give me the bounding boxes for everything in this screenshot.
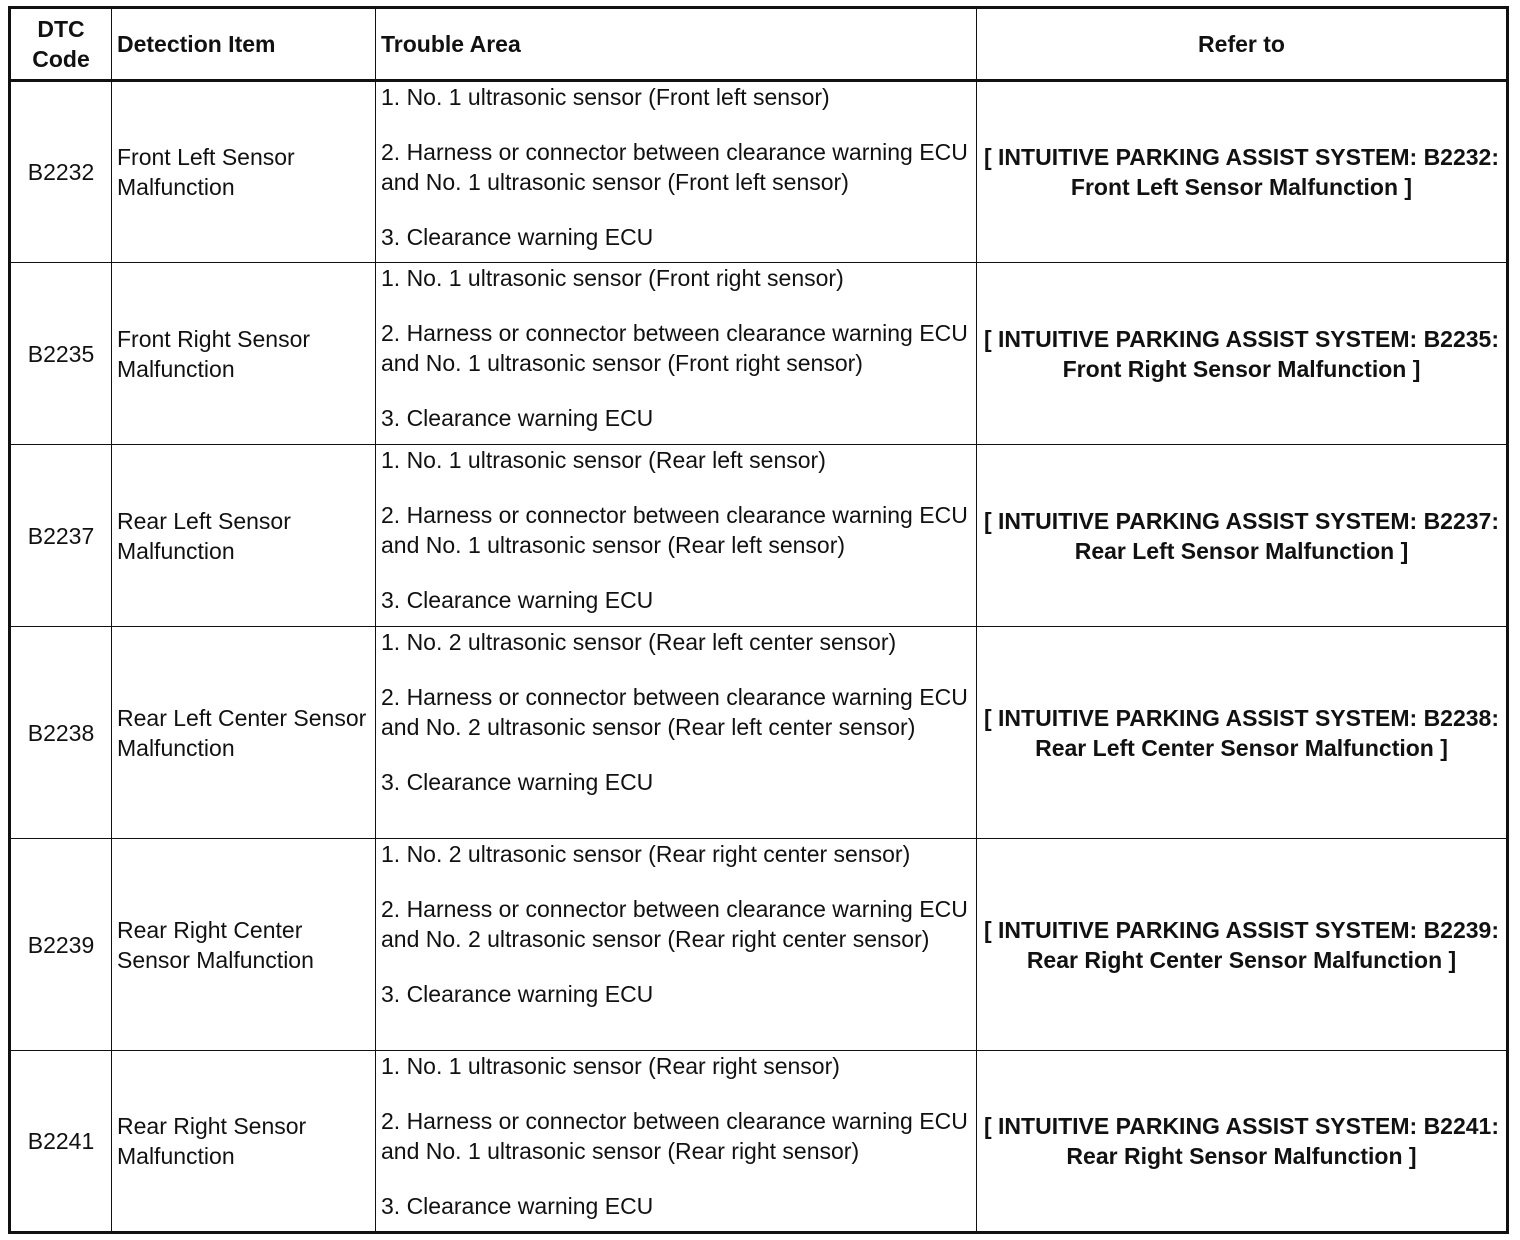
refer-to-link[interactable]: [ INTUITIVE PARKING ASSIST SYSTEM: B2241: Rear Right Sensor Malfunction ]	[977, 1051, 1508, 1233]
table-row	[10, 445, 1508, 627]
trouble-area-line: 2. Harness or connector between clearance warning ECU and No. 1 ultrasonic sensor (Rear left sensor)	[381, 502, 968, 558]
detection-item-cell: Rear Left Center Sensor Malfunction	[112, 627, 376, 839]
trouble-area-line: 2. Harness or connector between clearance warning ECU and No. 1 ultrasonic sensor (Rear right sensor)	[381, 1108, 968, 1164]
table-row	[10, 263, 1508, 445]
trouble-area-line: 2. Harness or connector between clearance warning ECU and No. 2 ultrasonic sensor (Rear left center sensor)	[381, 684, 968, 740]
detection-item-cell: Front Left Sensor Malfunction	[112, 81, 376, 263]
trouble-area-line: 2. Harness or connector between clearance warning ECU and No. 1 ultrasonic sensor (Front right sensor)	[381, 320, 968, 376]
refer-to-link[interactable]: [ INTUITIVE PARKING ASSIST SYSTEM: B2238: Rear Left Center Sensor Malfunction ]	[977, 627, 1508, 839]
trouble-area-line: 1. No. 1 ultrasonic sensor (Front left sensor)	[381, 84, 830, 110]
table-row	[10, 627, 1508, 839]
trouble-area-cell	[376, 839, 977, 1051]
trouble-area-line: 3. Clearance warning ECU	[381, 981, 654, 1007]
dtc-code-cell: B2241	[10, 1051, 112, 1233]
table-row	[10, 81, 1508, 263]
dtc-code-cell: B2238	[10, 627, 112, 839]
trouble-area-line: 2. Harness or connector between clearance warning ECU and No. 1 ultrasonic sensor (Front left sensor)	[381, 139, 968, 195]
header-trouble-area: Trouble Area	[376, 8, 977, 81]
refer-to-link[interactable]: [ INTUITIVE PARKING ASSIST SYSTEM: B2239: Rear Right Center Sensor Malfunction ]	[977, 839, 1508, 1051]
refer-to-link[interactable]: [ INTUITIVE PARKING ASSIST SYSTEM: B2232: Front Left Sensor Malfunction ]	[977, 81, 1508, 263]
dtc-table	[8, 6, 1509, 1234]
trouble-area-line: 3. Clearance warning ECU	[381, 224, 654, 250]
table-header-row	[10, 8, 1508, 81]
refer-to-link[interactable]: [ INTUITIVE PARKING ASSIST SYSTEM: B2235: Front Right Sensor Malfunction ]	[977, 263, 1508, 445]
trouble-area-cell	[376, 81, 977, 263]
dtc-code-cell: B2232	[10, 81, 112, 263]
detection-item-cell: Rear Right Sensor Malfunction	[112, 1051, 376, 1233]
trouble-area-line: 1. No. 2 ultrasonic sensor (Rear right center sensor)	[381, 841, 911, 867]
trouble-area-line: 3. Clearance warning ECU	[381, 1193, 654, 1219]
trouble-area-line: 1. No. 2 ultrasonic sensor (Rear left center sensor)	[381, 629, 897, 655]
trouble-area-cell	[376, 627, 977, 839]
trouble-area-line: 1. No. 1 ultrasonic sensor (Rear right sensor)	[381, 1053, 840, 1079]
detection-item-cell: Front Right Sensor Malfunction	[112, 263, 376, 445]
trouble-area-line: 2. Harness or connector between clearance warning ECU and No. 2 ultrasonic sensor (Rear right center sensor)	[381, 896, 968, 952]
header-detection-item: Detection Item	[112, 8, 376, 81]
trouble-area-line: 1. No. 1 ultrasonic sensor (Front right sensor)	[381, 265, 844, 291]
header-refer-to: Refer to	[977, 8, 1508, 81]
dtc-code-cell: B2235	[10, 263, 112, 445]
trouble-area-line: 3. Clearance warning ECU	[381, 769, 654, 795]
dtc-code-cell: B2237	[10, 445, 112, 627]
detection-item-cell: Rear Left Sensor Malfunction	[112, 445, 376, 627]
trouble-area-line: 1. No. 1 ultrasonic sensor (Rear left sensor)	[381, 447, 826, 473]
dtc-table-container	[8, 6, 1509, 1234]
header-dtc-code: DTC Code	[10, 8, 112, 81]
trouble-area-cell	[376, 445, 977, 627]
detection-item-cell: Rear Right Center Sensor Malfunction	[112, 839, 376, 1051]
trouble-area-cell	[376, 1051, 977, 1233]
dtc-code-cell: B2239	[10, 839, 112, 1051]
trouble-area-cell	[376, 263, 977, 445]
table-row	[10, 839, 1508, 1051]
trouble-area-line: 3. Clearance warning ECU	[381, 405, 654, 431]
trouble-area-line: 3. Clearance warning ECU	[381, 587, 654, 613]
refer-to-link[interactable]: [ INTUITIVE PARKING ASSIST SYSTEM: B2237: Rear Left Sensor Malfunction ]	[977, 445, 1508, 627]
table-row	[10, 1051, 1508, 1233]
